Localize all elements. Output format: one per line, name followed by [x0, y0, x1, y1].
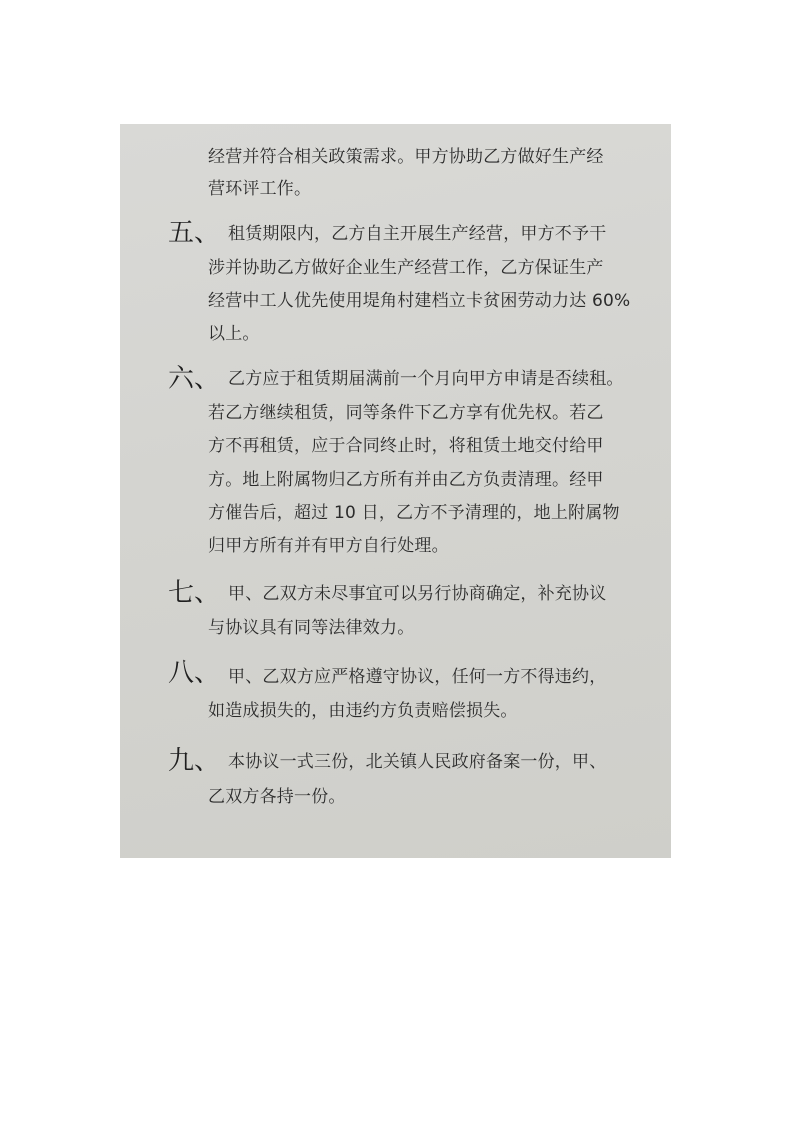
clause-line: 甲、乙双方应严格遵守协议，任何一方不得违约，: [228, 667, 607, 687]
clause-line: 本协议一式三份，北关镇人民政府备案一份，甲、: [228, 752, 607, 772]
clause-numeral: 九、: [168, 746, 221, 776]
clause-line: 以上。: [208, 324, 260, 344]
clause-line: 与协议具有同等法律效力。: [208, 618, 415, 638]
intro-line: 经营并符合相关政策需求。甲方协助乙方做好生产经: [208, 147, 604, 167]
clause-numeral: 八、: [168, 658, 221, 688]
clause-numeral: 五、: [168, 218, 221, 248]
clause-numeral: 六、: [168, 364, 221, 394]
clause-line: 若乙方继续租赁，同等条件下乙方享有优先权。若乙: [208, 403, 604, 423]
clause-line: 方不再租赁，应于合同终止时，将租赁土地交付给甲: [208, 436, 604, 456]
intro-line: 营环评工作。: [208, 179, 312, 199]
clause-line: 乙方应于租赁期届满前一个月向甲方申请是否续租。: [228, 369, 624, 389]
clause-line: 经营中工人优先使用堤角村建档立卡贫困劳动力达 60%: [208, 291, 631, 311]
clause-line: 方催告后，超过 10 日，乙方不予清理的，地上附属物: [208, 503, 620, 523]
clause-line: 乙双方各持一份。: [208, 787, 346, 807]
clause-line: 如造成损失的，由违约方负责赔偿损失。: [208, 701, 518, 721]
clause-line: 租赁期限内，乙方自主开展生产经营，甲方不予干: [228, 224, 607, 244]
clause-line: 涉并协助乙方做好企业生产经营工作，乙方保证生产: [208, 258, 604, 278]
clause-line: 方。地上附属物归乙方所有并由乙方负责清理。经甲: [208, 470, 604, 490]
clause-numeral: 七、: [168, 578, 221, 608]
clause-line: 归甲方所有并有甲方自行处理。: [208, 536, 449, 556]
clause-line: 甲、乙双方未尽事宜可以另行协商确定，补充协议: [228, 584, 607, 604]
document-photo: [120, 124, 671, 858]
